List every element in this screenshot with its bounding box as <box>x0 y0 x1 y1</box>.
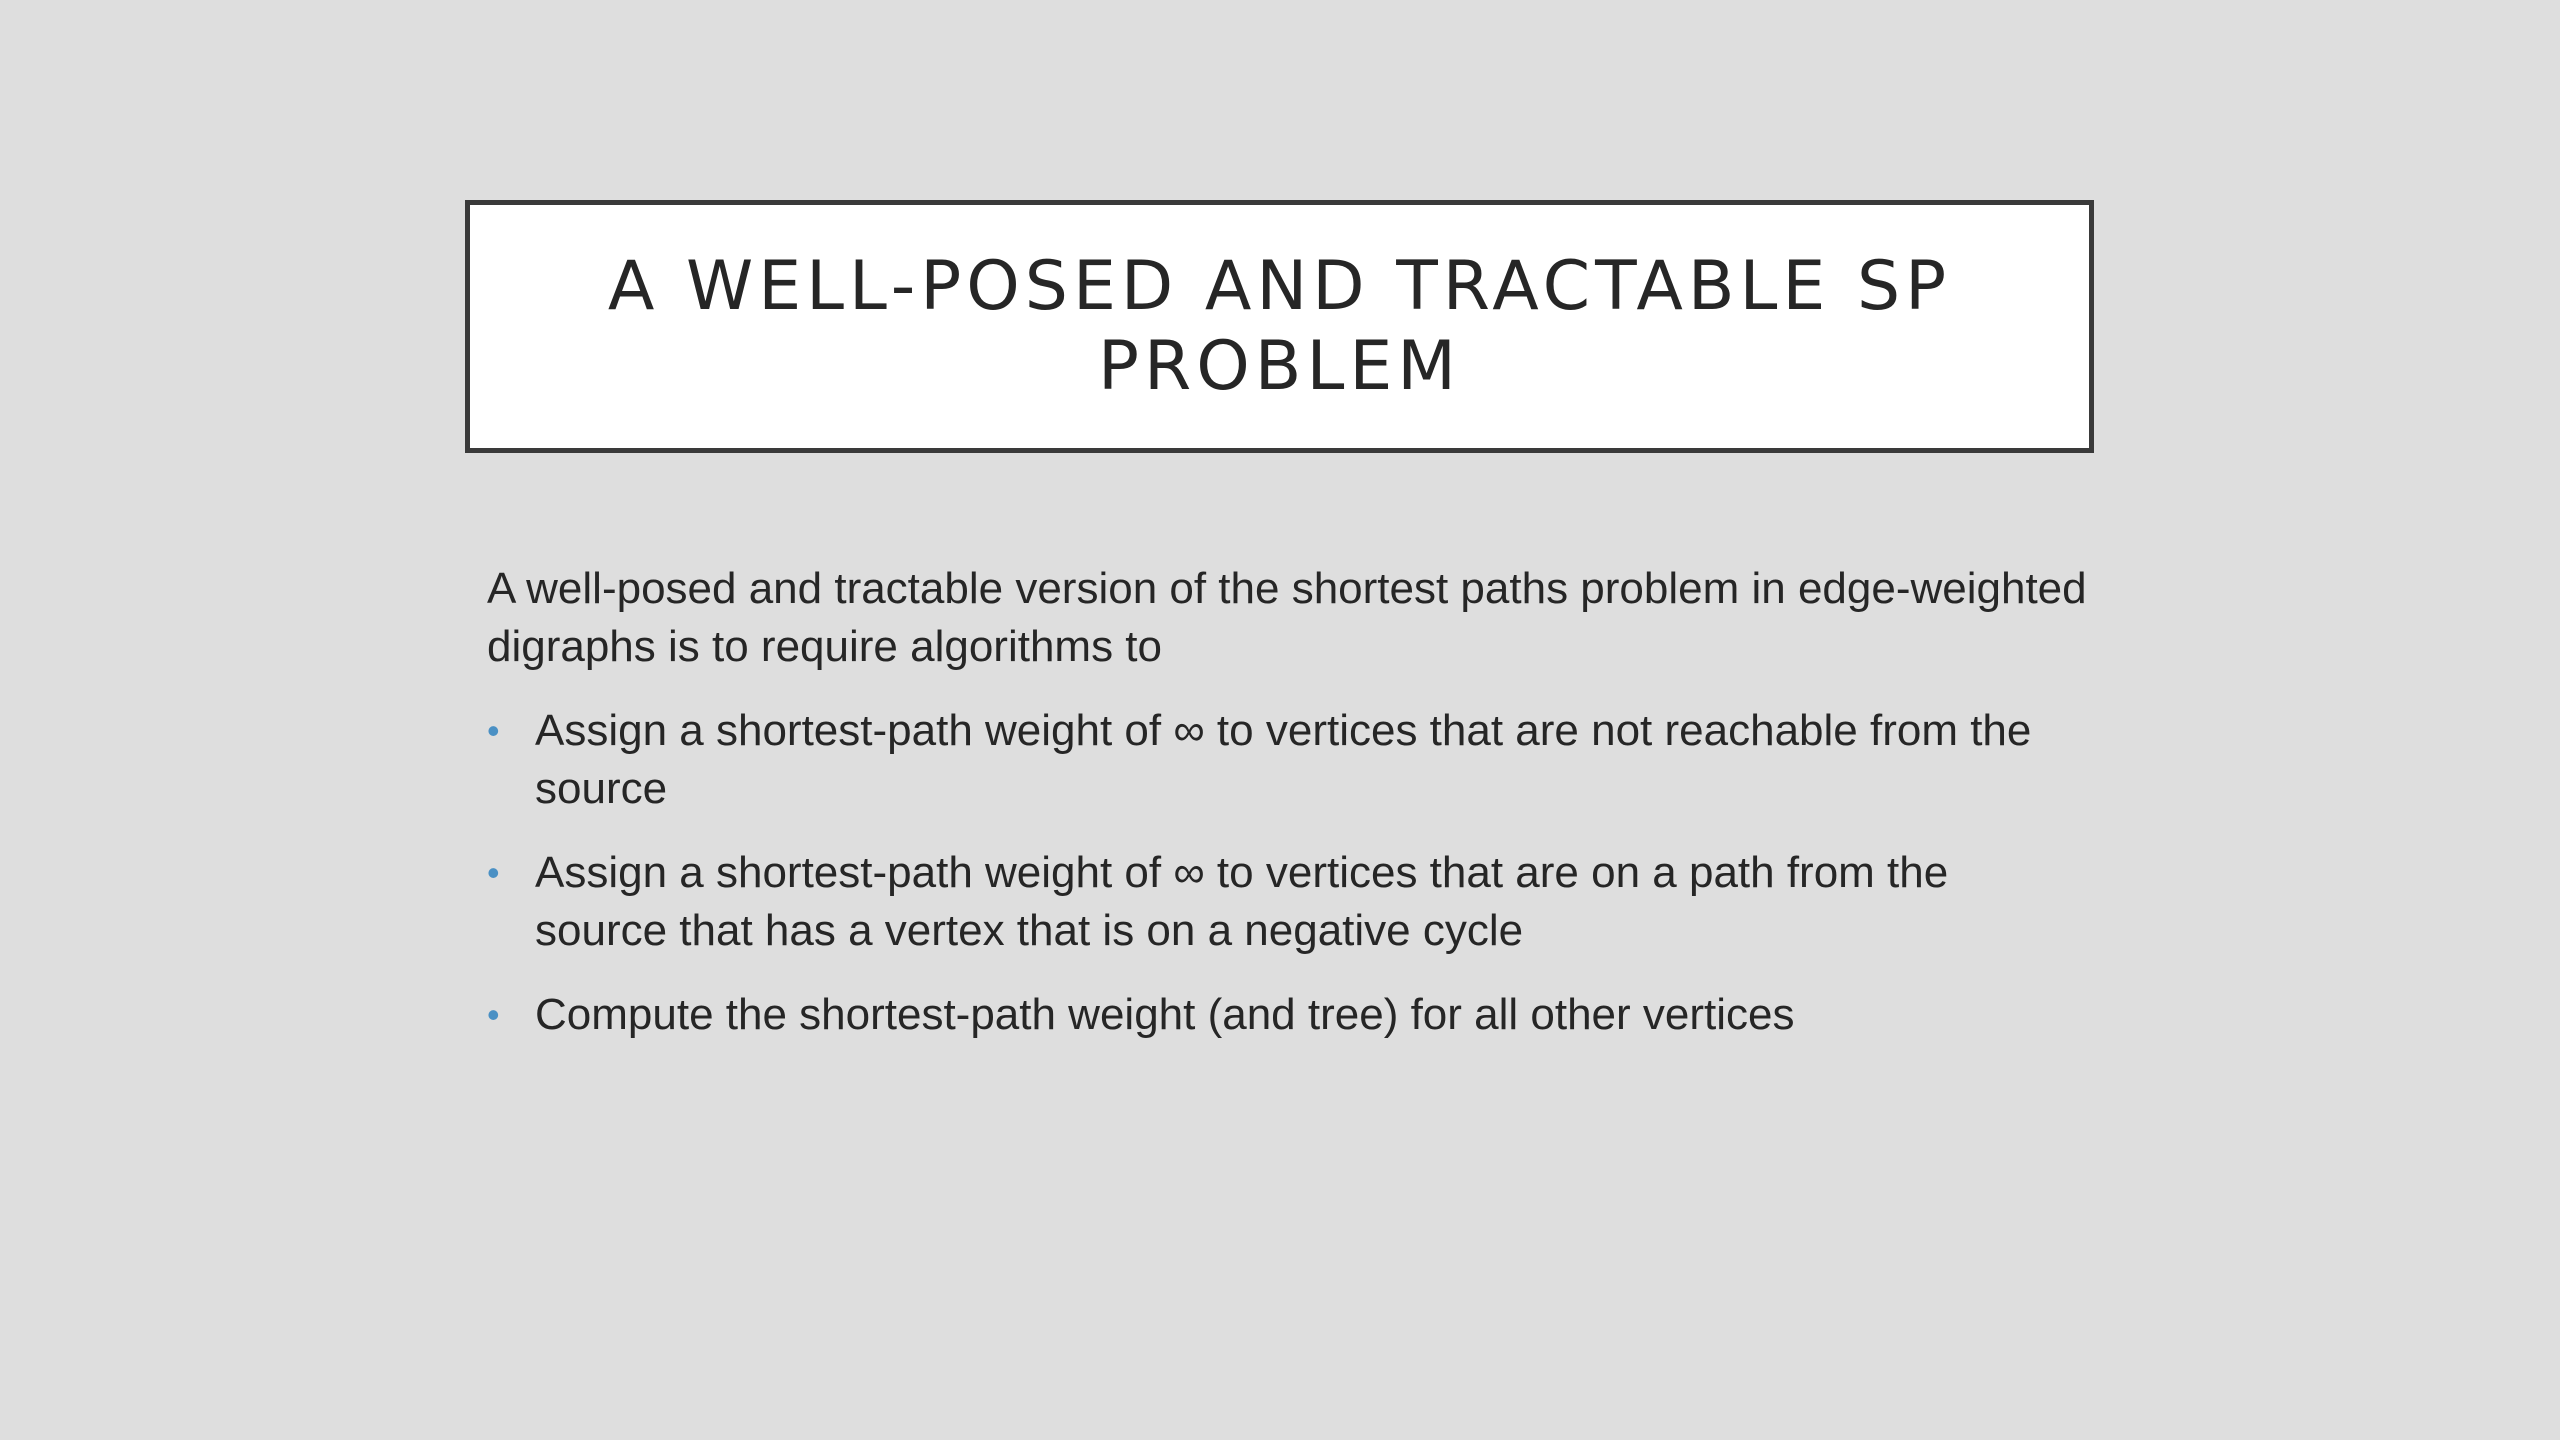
intro-paragraph: A well-posed and tractable version of the shortest paths problem in edge-weighted digraphs is to require algorithms to <box>487 564 2087 671</box>
bullet-icon: • <box>487 852 500 893</box>
bullet-item <box>487 844 2087 960</box>
bullet-item <box>487 702 2087 818</box>
bullet-item <box>487 986 2087 1044</box>
bullet-icon: • <box>487 994 500 1035</box>
bullet-text: Compute the shortest-path weight (and tree) for all other vertices <box>535 990 1795 1039</box>
bullet-text: Assign a shortest-path weight of ∞ to vertices that are on a path from the source that has a vertex that is on a negative cycle <box>535 848 1949 955</box>
title-box <box>465 200 2094 453</box>
bullet-icon: • <box>487 710 500 751</box>
bullet-text: Assign a shortest-path weight of ∞ to vertices that are not reachable from the source <box>535 706 2032 813</box>
bullet-list <box>487 702 2087 1044</box>
slide-title: A WELL-POSED AND TRACTABLE SP PROBLEM <box>607 246 1952 406</box>
slide-body <box>487 560 2087 1070</box>
